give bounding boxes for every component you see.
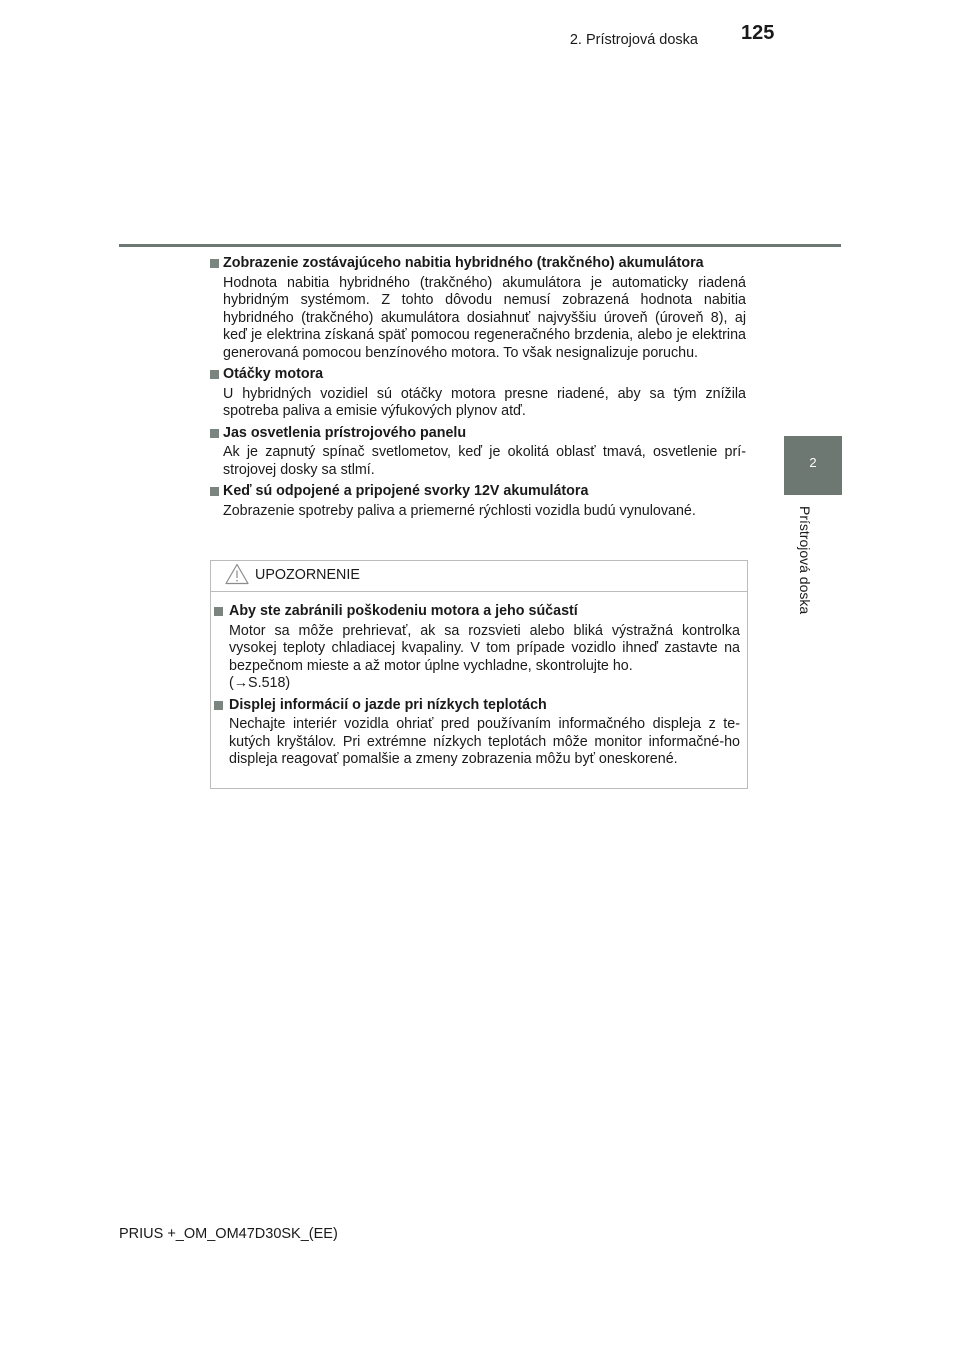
chapter-label: Prístrojová doska <box>797 506 813 615</box>
document-id: PRIUS +_OM_OM47D30SK_(EE) <box>119 1226 338 1242</box>
warning-item-engine <box>214 603 740 693</box>
main-content <box>210 255 746 524</box>
section-title: 2. Prístrojová doska <box>569 32 698 48</box>
warning-item-display <box>214 697 740 769</box>
section-text: Zobrazenie spotreby paliva a priemerné rýchlosti vozidla budú vynulované. <box>223 502 696 519</box>
warning-heading: Aby ste zabránili poškodeniu motora a jeho súčastí <box>229 603 578 619</box>
warning-triangle-icon <box>225 563 249 585</box>
page-number: 125 <box>741 22 775 44</box>
warning-title: UPOZORNENIE <box>255 567 360 583</box>
warning-box <box>210 560 748 789</box>
section-heading: Jas osvetlenia prístrojového panelu <box>223 424 467 441</box>
square-bullet-icon <box>214 701 223 710</box>
section-heading: Keď sú odpojené a pripojené svorky 12V akumulátora <box>223 483 589 499</box>
section-heading: Otáčky motora <box>223 366 324 382</box>
section-battery-charge <box>210 255 746 362</box>
section-panel-brightness <box>210 425 746 480</box>
warning-text: Motor sa môže prehrievať, ak sa rozsvieti alebo bliká výstražná kontrolka vysokej teploty chladiacej kvapaliny. V tom prípade vozidlo ihneď zastavte na bezpečnom mieste a až motor úplne vychladne, skontrolujte ho. (→S.518) <box>229 622 740 691</box>
section-text: Hodnota nabitia hybridného (trakčného) akumulátora je automaticky riadená hybridným systémom. Z tohto dôvodu nemusí zobrazená hodnota nabitia hybridného (trakčného) akumulátora dosiahnuť najvyššiu úroveň (úroveň 8), aj keď je elektrina získaná späť pomocou regeneračného brzdenia, alebo je elektrina generovaná pomocou benzínového motora. To však nesignalizuje poruchu. <box>223 274 746 361</box>
header-divider <box>119 244 841 247</box>
warning-text: Nechajte interiér vozidla ohriať pred používaním informačného displeja z te-kutých kryštálov. Pri extrémne nízkych teplotách môže monitor informačné-ho displeja reagovať pomalšie a zmeny zobrazenia môžu byť oneskorené. <box>229 716 740 767</box>
section-text: U hybridných vozidiel sú otáčky motora presne riadené, aby sa tým znížila spotreba paliva a emisie výfukových plynov atď. <box>223 385 746 419</box>
chapter-number: 2 <box>809 455 817 470</box>
chapter-tab <box>784 436 842 495</box>
section-battery-terminals <box>210 483 746 520</box>
warning-header <box>211 561 747 592</box>
square-bullet-icon <box>214 607 223 616</box>
page-reference: (→S.518) <box>229 675 291 691</box>
section-text: Ak je zapnutý spínač svetlometov, keď je okolitá oblasť tmavá, osvetlenie prí-strojovej dosky sa stlmí. <box>223 444 746 478</box>
square-bullet-icon <box>210 487 219 496</box>
section-heading: Zobrazenie zostávajúceho nabitia hybridného (trakčného) akumulátora <box>223 255 704 271</box>
warning-heading: Displej informácií o jazde pri nízkych teplotách <box>229 696 547 713</box>
warning-content <box>214 603 740 773</box>
section-engine-speed <box>210 366 746 421</box>
square-bullet-icon <box>210 429 219 438</box>
square-bullet-icon <box>210 259 219 268</box>
square-bullet-icon <box>210 370 219 379</box>
